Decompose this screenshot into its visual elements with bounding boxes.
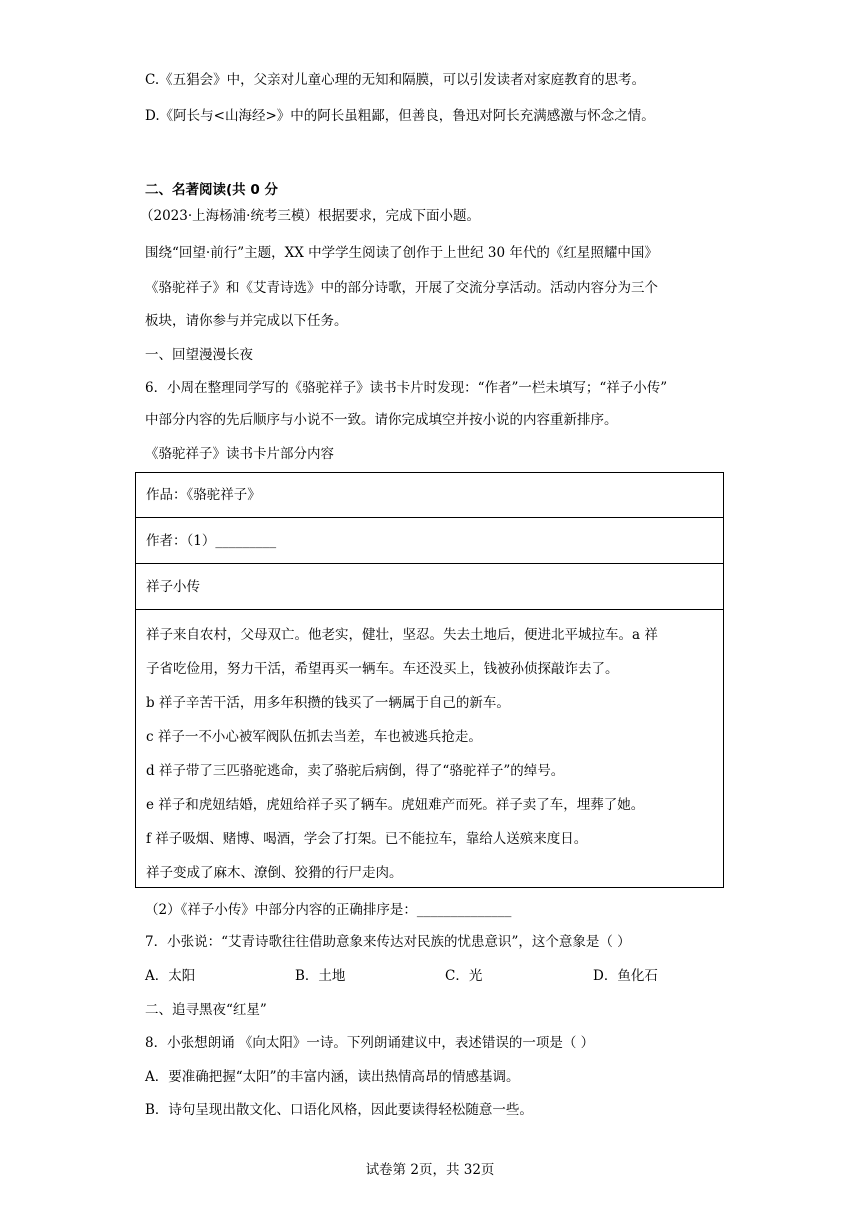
section-intro-line-1: 围绕“回望·前行”主题，XX 中学学生阅读了创作于上世纪 30 年代的《红星照耀中国》 [145, 245, 658, 261]
q6-stem-line-1: 6．小周在整理同学写的《骆驼祥子》读书卡片时发现：“作者”一栏未填写；“祥子小传” [145, 380, 668, 396]
card-row-bio-title [136, 564, 723, 610]
section-intro-line-2: 《骆驼祥子》和《艾青诗选》中的部分诗歌，开展了交流分享活动。活动内容分为三个 [145, 280, 658, 296]
card-row-work [136, 473, 723, 518]
card-work: 作品：《骆驼祥子》 [146, 487, 261, 503]
bio-line: f 祥子吸烟、赌博、喝酒，学会了打架。已不能拉车，靠给人送殡来度日。 [146, 831, 588, 847]
card-author: 作者：（1）_________ [146, 533, 277, 549]
q8-option-b: B．诗句呈现出散文化、口语化风格，因此要读得轻松随意一些。 [145, 1102, 533, 1118]
q7-option-d: D．鱼化石 [593, 968, 658, 984]
q6-stem-line-2: 中部分内容的先后顺序与小说不一致。请你完成填空并按小说的内容重新排序。 [145, 412, 618, 428]
section-heading: 二、名著阅读(共 0 分 [145, 182, 278, 198]
q7-option-c: C．光 [445, 968, 483, 984]
bio-line: 子省吃俭用，努力干活，希望再买一辆车。车还没买上，钱被孙侦探敲诈去了。 [146, 661, 619, 677]
prev-option-c: C.《五猖会》中，父亲对儿童心理的无知和隔膜，可以引发读者对家庭教育的思考。 [145, 72, 646, 88]
q8-stem: 8．小张想朗诵 《向太阳》一诗。下列朗诵建议中，表述错误的一项是（ ） [145, 1035, 595, 1051]
bio-line: 祥子变成了麻木、潦倒、狡猾的行尸走肉。 [146, 865, 403, 881]
bio-line: d 祥子带了三匹骆驼逃命，卖了骆驼后病倒，得了“骆驼祥子”的绰号。 [146, 763, 565, 779]
page-footer: 试卷第 2页，共 32页 [365, 1162, 495, 1178]
q7-option-a: A．太阳 [145, 968, 196, 984]
bio-line: 祥子来自农村，父母双亡。他老实，健壮，坚忍。失去土地后，便进北平城拉车。a 祥 [146, 627, 658, 643]
bio-line: e 祥子和虎妞结婚，虎妞给祥子买了辆车。虎妞难产而死。祥子卖了车，埋葬了她。 [146, 797, 645, 813]
prev-option-d: D.《阿长与<山海经>》中的阿长虽粗鄙，但善良，鲁迅对阿长充满感激与怀念之情。 [145, 108, 655, 124]
card-bio-title: 祥子小传 [146, 579, 200, 595]
card-caption: 《骆驼祥子》读书卡片部分内容 [145, 446, 334, 462]
card-row-author [136, 518, 723, 564]
card-bio-body [136, 610, 723, 887]
q7-stem: 7．小张说：“艾青诗歌往往借助意象来传达对民族的忧患意识”，这个意象是（ ） [145, 934, 631, 950]
section-source: （2023·上海杨浦·统考三模）根据要求，完成下面小题。 [140, 208, 480, 224]
bio-line: c 祥子一不小心被军阀队伍抓去当差，车也被逃兵抢走。 [146, 729, 482, 745]
section-intro-line-3: 板块，请你参与并完成以下任务。 [145, 313, 348, 329]
part1-title: 一、回望漫漫长夜 [145, 347, 253, 363]
q8-option-a: A．要准确把握“太阳”的丰富内涵，读出热情高昂的情感基调。 [145, 1069, 520, 1085]
part2-title: 二、追寻黑夜“红星” [145, 1002, 267, 1018]
reading-card-table [135, 472, 724, 888]
bio-line: b 祥子辛苦干活，用多年积攒的钱买了一辆属于自己的新车。 [146, 695, 510, 711]
q6-sub2: （2）《祥子小传》中部分内容的正确排序是：______________ [145, 902, 512, 918]
q7-option-b: B．土地 [295, 968, 346, 984]
